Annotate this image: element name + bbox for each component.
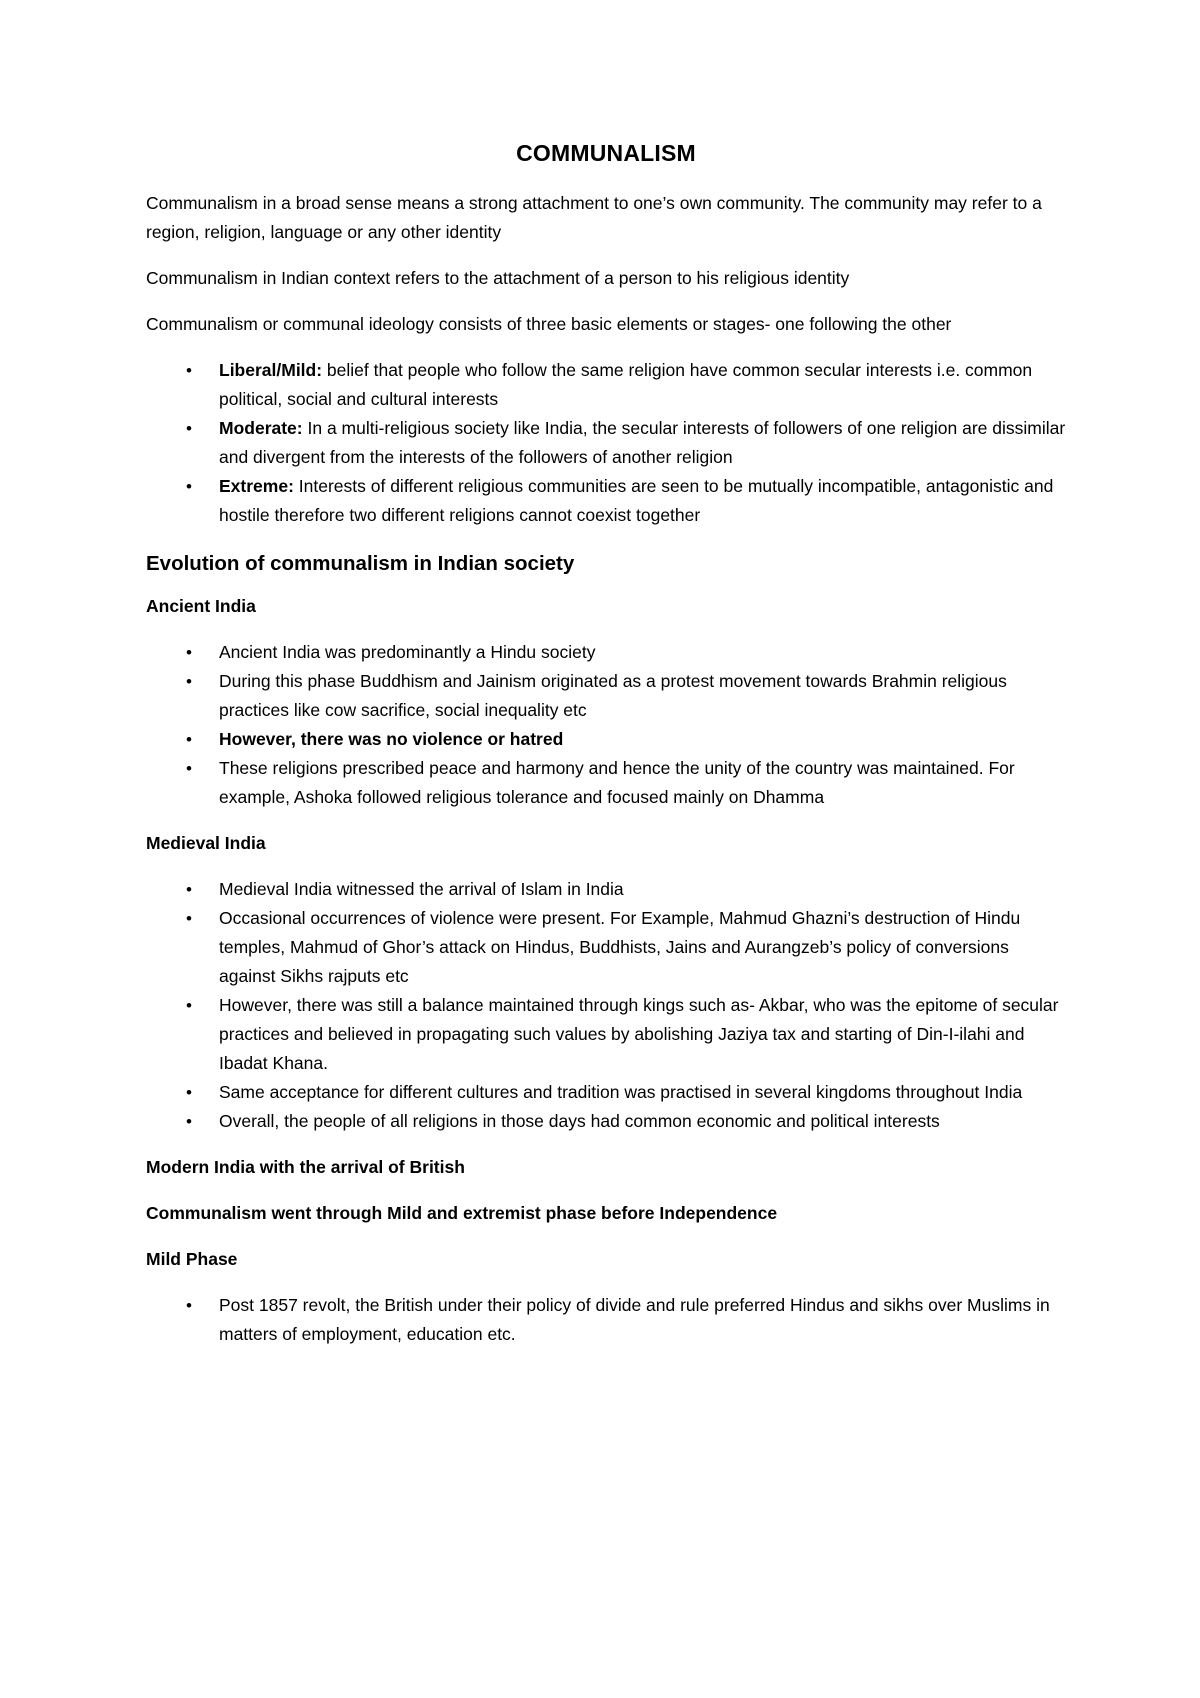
mild-phase-heading: Mild Phase	[146, 1249, 238, 1269]
stages-list	[146, 356, 1066, 530]
bullet-icon: •	[186, 909, 192, 928]
list-item-text: Ancient India was predominantly a Hindu society	[219, 642, 596, 662]
ancient-heading: Ancient India	[146, 596, 256, 616]
list-item	[146, 1078, 1066, 1107]
stage-text: belief that people who follow the same religion have common secular interests i.e. common political, social and cultural interests	[219, 360, 1033, 409]
list-item-text: Medieval India witnessed the arrival of Islam in India	[219, 879, 624, 899]
list-item	[146, 754, 1066, 812]
list-item-text: Occasional occurrences of violence were present. For Example, Mahmud Ghazni’s destruction of Hindu temples, Mahmud of Ghor’s attack on Hindus, Buddhists, Jains and Aurangzeb’s policy of conversions against Sikhs rajputs etc	[219, 908, 1021, 986]
bullet-icon: •	[186, 730, 192, 749]
bullet-icon: •	[186, 1112, 192, 1131]
list-item-text: Post 1857 revolt, the British under their policy of divide and rule preferred Hindus and sikhs over Muslims in matters of employment, education etc.	[219, 1295, 1050, 1344]
list-item-text: These religions prescribed peace and harmony and hence the unity of the country was maintained. For example, Ashoka followed religious tolerance and focused mainly on Dhamma	[219, 758, 1015, 807]
bullet-icon: •	[186, 672, 192, 691]
stage-item-moderate	[146, 414, 1066, 472]
mild-phase-list	[146, 1291, 1066, 1349]
list-item	[146, 875, 1066, 904]
stage-item-liberal	[146, 356, 1066, 414]
medieval-heading: Medieval India	[146, 833, 266, 853]
stage-term: Moderate:	[219, 418, 303, 438]
medieval-list	[146, 875, 1066, 1136]
evolution-heading: Evolution of communalism in Indian society	[146, 552, 575, 575]
list-item	[146, 1291, 1066, 1349]
list-item-text: However, there was still a balance maintained through kings such as- Akbar, who was the epitome of secular practices and believed in propagating such values by abolishing Jaziya tax and starting of Din-I-ilahi and Ibadat Khana.	[219, 995, 1059, 1073]
list-item-text: During this phase Buddhism and Jainism originated as a protest movement towards Brahmin religious practices like cow sacrifice, social inequality etc	[219, 671, 1007, 720]
intro-paragraph-1: Communalism in a broad sense means a strong attachment to one’s own community. The community may refer to a region, religion, language or any other identity	[146, 193, 1042, 242]
intro-paragraph-2: Communalism in Indian context refers to the attachment of a person to his religious identity	[146, 268, 850, 288]
stage-term: Liberal/Mild:	[219, 360, 323, 380]
list-item	[146, 1107, 1066, 1136]
stage-text: In a multi-religious society like India, the secular interests of followers of one religion are dissimilar and divergent from the interests of the followers of another religion	[219, 418, 1066, 467]
stage-term: Extreme:	[219, 476, 294, 496]
stage-item-extreme	[146, 472, 1066, 530]
stage-text: Interests of different religious communities are seen to be mutually incompatible, antagonistic and hostile therefore two different religions cannot coexist together	[219, 476, 1054, 525]
bullet-icon: •	[186, 419, 192, 438]
bullet-icon: •	[186, 643, 192, 662]
bullet-icon: •	[186, 1296, 192, 1315]
bullet-icon: •	[186, 1083, 192, 1102]
list-item	[146, 725, 1066, 754]
modern-heading: Modern India with the arrival of British	[146, 1157, 465, 1177]
bullet-icon: •	[186, 477, 192, 496]
list-item	[146, 904, 1066, 991]
list-item	[146, 991, 1066, 1078]
phase-heading: Communalism went through Mild and extremist phase before Independence	[146, 1203, 778, 1223]
bullet-icon: •	[186, 759, 192, 778]
list-item	[146, 638, 1066, 667]
list-item	[146, 667, 1066, 725]
bullet-icon: •	[186, 361, 192, 380]
list-item-text: However, there was no violence or hatred	[219, 729, 564, 749]
list-item-text: Same acceptance for different cultures and tradition was practised in several kingdoms throughout India	[219, 1082, 1023, 1102]
bullet-icon: •	[186, 880, 192, 899]
ancient-list	[146, 638, 1066, 812]
document-title: COMMUNALISM	[516, 140, 696, 166]
bullet-icon: •	[186, 996, 192, 1015]
intro-paragraph-3: Communalism or communal ideology consists of three basic elements or stages- one following the other	[146, 314, 952, 334]
list-item-text: Overall, the people of all religions in those days had common economic and political interests	[219, 1111, 940, 1131]
document-page	[146, 140, 1066, 1366]
